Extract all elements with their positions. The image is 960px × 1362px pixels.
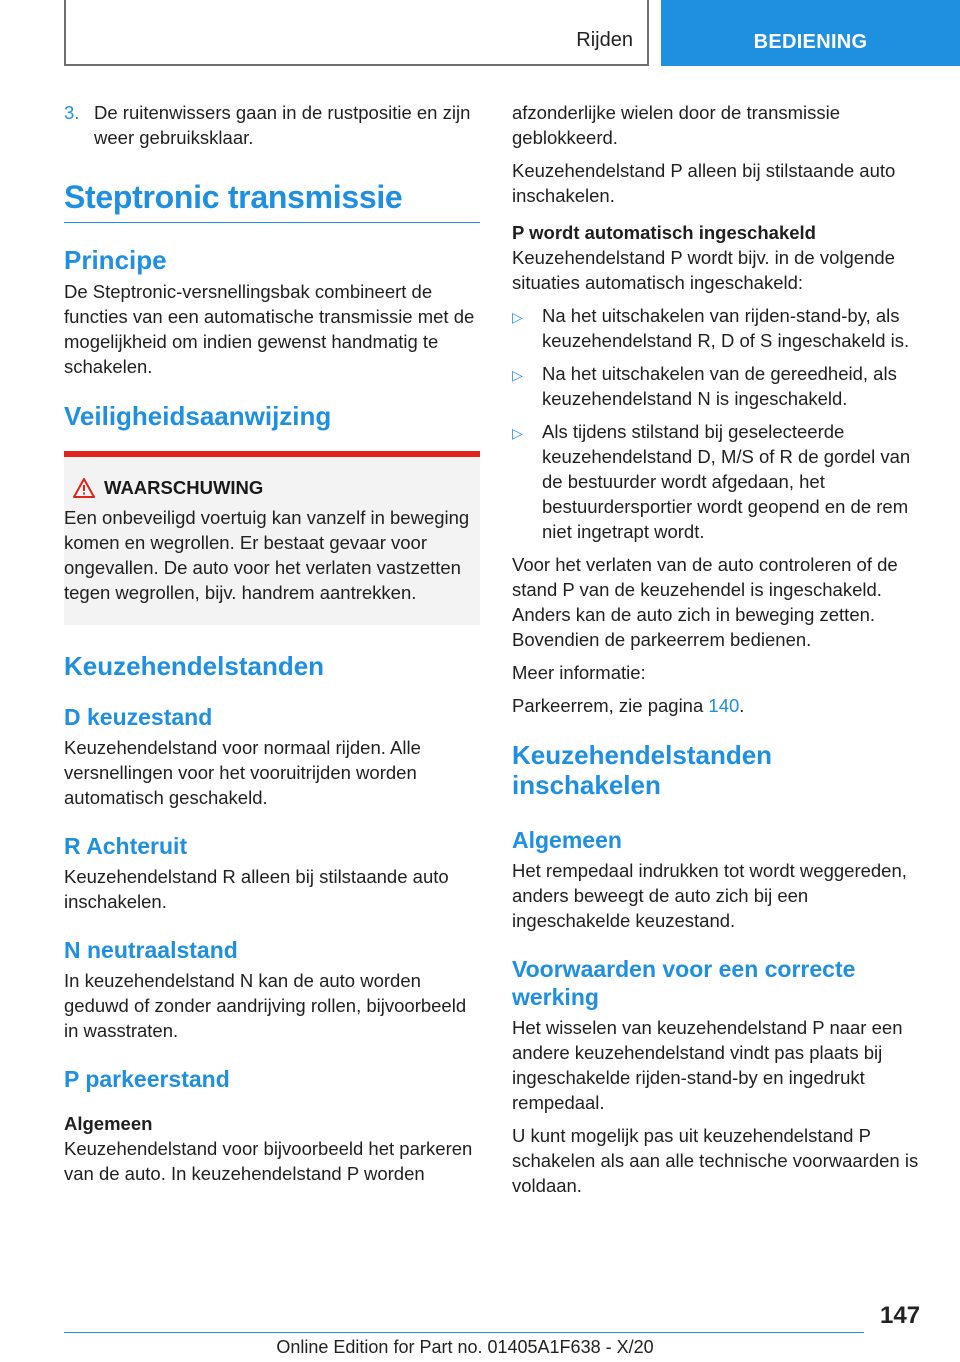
n-heading: N neutraalstand — [64, 937, 238, 963]
veiligheid-heading: Veiligheidsaanwijzing — [64, 401, 332, 431]
footer-edition: Online Edition for Part no. 01405A1F638 - X/20 — [276, 1337, 654, 1357]
page-title: Steptronic transmissie — [64, 178, 480, 223]
algemeen-subheading: Algemeen — [64, 1113, 153, 1134]
principe-text: De Steptronic-versnellingsbak combineert de functies van een automatische transmissie met de mogelijkheid om indien gewenst handmatig te schakelen. — [64, 281, 475, 377]
auto-p-intro: Keuzehendelstand P wordt bijv. in de volgende situaties automatisch ingeschakeld: — [512, 247, 895, 293]
principe-heading: Principe — [64, 245, 167, 275]
right-column — [512, 100, 928, 1198]
footer-divider — [64, 1332, 864, 1333]
continued-text: afzonderlijke wielen door de transmissie geblokkeerd. — [512, 102, 841, 148]
voorwaarden-text-1: Het wisselen van keuzehendelstand P naar een andere keuzehendelstand vindt pas plaats bij ingeschakelde rijden-stand-by en ingedrukt rempedaal. — [512, 1017, 903, 1113]
inschakelen-heading: Keuzehendelstanden inschakelen — [512, 740, 773, 800]
keuze-heading: Keuzehendelstanden — [64, 651, 325, 681]
triangle-bullet-icon: ▷ — [512, 425, 523, 441]
list-item — [512, 303, 928, 353]
verlaten-text: Voor het verlaten van de auto controleren of de stand P van de keuzehendel is ingeschakeld. Anders kan de auto zich in beweging zetten. Bovendien de parkeerrem bedienen. — [512, 554, 898, 650]
warning-box — [64, 451, 480, 625]
step-list — [64, 100, 480, 150]
algemeen-text: Keuzehendelstand voor bijvoorbeeld het parkeren van de auto. In keuzehendelstand P worden — [64, 1138, 473, 1184]
step-text: De ruitenwissers gaan in de rustpositie en zijn weer gebruiksklaar. — [94, 102, 471, 148]
bullet-text: Na het uitschakelen van de gereedheid, als keuzehendelstand N is ingeschakeld. — [542, 363, 897, 409]
bullet-text: Als tijdens stilstand bij geselecteerde keuzehendelstand D, M/S of R de gordel van de bestuurder wordt afgedaan, het bestuurdersportier wordt geopend en de rem niet ingetrapt wordt. — [542, 421, 911, 542]
voorwaarden-heading: Voorwaarden voor een correcte werking — [512, 956, 856, 1010]
warning-triangle-icon — [64, 478, 104, 498]
list-item — [64, 100, 480, 150]
list-item — [512, 361, 928, 411]
header-chapter-tab — [661, 0, 960, 66]
header-chapter-title: BEDIENING — [753, 31, 868, 53]
voorwaarden-text-2: U kunt mogelijk pas uit keuzehendelstand P schakelen als aan alle technische voorwaarden is voldaan. — [512, 1125, 919, 1196]
page-link[interactable]: 140 — [708, 695, 740, 716]
parkeerrem-reference: Parkeerrem, zie pagina 140. — [512, 695, 745, 716]
n-text: In keuzehendelstand N kan de auto worden geduwd of zonder aandrijving rollen, bijvoorbeeld in wasstraten. — [64, 970, 467, 1041]
d-text: Keuzehendelstand voor normaal rijden. Alle versnellingen voor het vooruitrijden worden automatisch geschakeld. — [64, 737, 421, 808]
algemeen-heading: Algemeen — [512, 827, 622, 853]
triangle-bullet-icon: ▷ — [512, 309, 523, 325]
header-section-title: Rijden — [576, 29, 633, 51]
p-inschakelen-text: Keuzehendelstand P alleen bij stilstaande auto inschakelen. — [512, 160, 896, 206]
p-heading: P parkeerstand — [64, 1066, 230, 1092]
triangle-bullet-icon: ▷ — [512, 367, 523, 383]
auto-p-heading: P wordt automatisch ingeschakeld — [512, 222, 816, 243]
header-section-tab — [64, 0, 649, 66]
d-heading: D keuzestand — [64, 704, 213, 730]
step-number: 3. — [64, 102, 80, 123]
warning-text: Een onbeveiligd voertuig kan vanzelf in beweging komen en wegrollen. Er bestaat gevaar voor ongevallen. De auto voor het verlaten vastzetten tegen wegrollen, bijv. handrem aantrekken. — [64, 507, 470, 603]
left-column — [64, 100, 480, 1186]
page-number: 147 — [880, 1302, 921, 1329]
warning-title: WAARSCHUWING — [104, 477, 264, 498]
meer-info-text: Meer informatie: — [512, 662, 646, 683]
list-item — [512, 419, 928, 544]
auto-p-list — [512, 303, 928, 544]
r-heading: R Achteruit — [64, 833, 188, 859]
algemeen-text: Het rempedaal indrukken tot wordt weggereden, anders beweegt de auto zich bij een ingeschakelde keuzestand. — [512, 860, 907, 931]
bullet-text: Na het uitschakelen van rijden-stand-by, als keuzehendelstand R, D of S ingeschakeld is. — [542, 305, 910, 351]
r-text: Keuzehendelstand R alleen bij stilstaande auto inschakelen. — [64, 866, 449, 912]
